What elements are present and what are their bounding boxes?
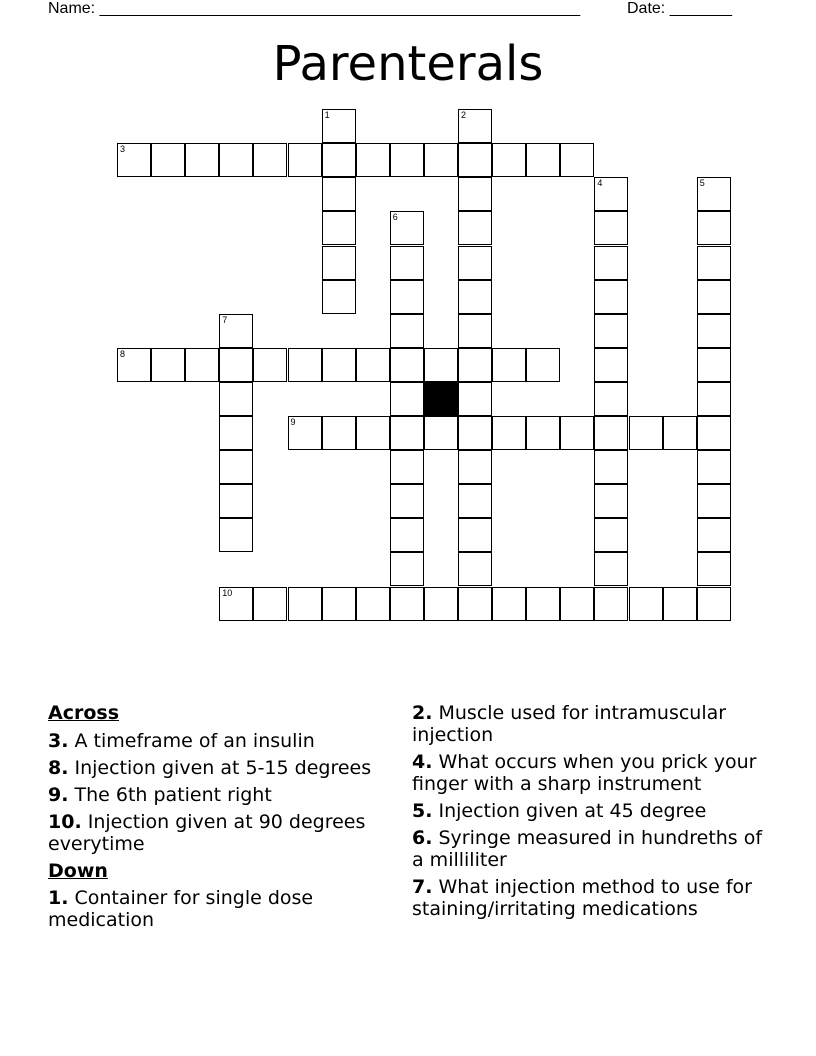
clue-number-label: 8 xyxy=(120,348,126,359)
grid-cell[interactable] xyxy=(424,416,458,450)
clue-text: Injection given at 90 degrees everytime xyxy=(48,811,366,855)
grid-cell[interactable] xyxy=(458,416,492,450)
grid-cell[interactable] xyxy=(663,416,697,450)
clue-number-label: 6 xyxy=(392,212,398,223)
grid-cell[interactable] xyxy=(697,211,731,245)
grid-cell[interactable] xyxy=(458,450,492,484)
grid-cell[interactable] xyxy=(390,552,424,586)
grid-cell[interactable] xyxy=(219,587,253,621)
clue-text: A timeframe of an insulin xyxy=(68,730,315,752)
grid-cell[interactable] xyxy=(322,348,356,382)
clue-across-3 xyxy=(48,730,393,752)
clue-text: Injection given at 5-15 degrees xyxy=(68,757,372,779)
grid-cell[interactable] xyxy=(526,348,560,382)
grid-cell[interactable] xyxy=(458,348,492,382)
grid-cell[interactable] xyxy=(594,382,628,416)
grid-cell[interactable] xyxy=(322,246,356,280)
grid-cell[interactable] xyxy=(697,382,731,416)
clue-text: Injection given at 45 degree xyxy=(432,800,707,822)
grid-cell[interactable] xyxy=(390,416,424,450)
clue-down-2 xyxy=(412,702,772,746)
grid-cell[interactable] xyxy=(424,348,458,382)
clue-number: 8. xyxy=(48,757,69,779)
clue-number: 7. xyxy=(412,876,433,898)
grid-cell[interactable] xyxy=(560,143,594,177)
grid-cell[interactable] xyxy=(390,382,424,416)
grid-cell[interactable] xyxy=(492,143,526,177)
clues-right-column xyxy=(412,702,772,925)
clue-number-label: 2 xyxy=(461,110,467,121)
grid-cell[interactable] xyxy=(322,280,356,314)
grid-cell[interactable] xyxy=(594,484,628,518)
grid-cell[interactable] xyxy=(322,587,356,621)
grid-cell[interactable] xyxy=(356,143,390,177)
clue-number: 10. xyxy=(48,811,82,833)
grid-cell[interactable] xyxy=(526,143,560,177)
grid-cell[interactable] xyxy=(322,109,356,143)
clue-text: What injection method to use for staining/irritating medications xyxy=(412,876,752,920)
clue-number-label: 7 xyxy=(222,314,228,325)
grid-cell[interactable] xyxy=(594,348,628,382)
grid-cell[interactable] xyxy=(390,246,424,280)
grid-cell[interactable] xyxy=(117,143,151,177)
grid-cell[interactable] xyxy=(356,348,390,382)
clue-across-10 xyxy=(48,811,393,855)
across-heading: Across xyxy=(48,702,120,724)
grid-cell[interactable] xyxy=(424,143,458,177)
black-square xyxy=(424,382,458,416)
grid-cell[interactable] xyxy=(322,211,356,245)
grid-cell[interactable] xyxy=(288,587,322,621)
grid-cell[interactable] xyxy=(629,416,663,450)
grid-cell[interactable] xyxy=(219,143,253,177)
grid-cell[interactable] xyxy=(117,348,151,382)
clue-across-9 xyxy=(48,784,393,806)
clue-number-label: 1 xyxy=(324,110,330,121)
grid-cell[interactable] xyxy=(322,416,356,450)
grid-cell[interactable] xyxy=(458,143,492,177)
clue-text: Muscle used for intramuscular injection xyxy=(412,702,727,746)
grid-cell[interactable] xyxy=(288,348,322,382)
name-field: Name: ______________________________________________________ xyxy=(48,0,581,17)
grid-cell[interactable] xyxy=(492,587,526,621)
grid-cell[interactable] xyxy=(356,587,390,621)
grid-cell[interactable] xyxy=(390,143,424,177)
grid-cell[interactable] xyxy=(697,416,731,450)
clue-across-8 xyxy=(48,757,393,779)
grid-cell[interactable] xyxy=(424,587,458,621)
grid-cell[interactable] xyxy=(594,314,628,348)
clue-text: Container for single dose medication xyxy=(48,887,314,931)
grid-cell[interactable] xyxy=(594,280,628,314)
down-heading: Down xyxy=(48,860,108,882)
grid-cell[interactable] xyxy=(458,484,492,518)
grid-cell[interactable] xyxy=(390,450,424,484)
grid-cell[interactable] xyxy=(458,382,492,416)
grid-cell[interactable] xyxy=(526,587,560,621)
clue-number: 4. xyxy=(412,751,433,773)
grid-cell[interactable] xyxy=(219,348,253,382)
clue-down-1 xyxy=(48,887,393,931)
grid-cell[interactable] xyxy=(594,587,628,621)
grid-cell[interactable] xyxy=(458,246,492,280)
grid-cell[interactable] xyxy=(356,416,390,450)
clue-text: The 6th patient right xyxy=(68,784,272,806)
grid-cell[interactable] xyxy=(151,348,185,382)
grid-cell[interactable] xyxy=(458,177,492,211)
grid-cell[interactable] xyxy=(288,416,322,450)
grid-cell[interactable] xyxy=(697,518,731,552)
grid-cell[interactable] xyxy=(697,314,731,348)
clue-number-label: 5 xyxy=(699,178,705,189)
grid-cell[interactable] xyxy=(151,143,185,177)
grid-cell[interactable] xyxy=(697,587,731,621)
grid-cell[interactable] xyxy=(697,246,731,280)
grid-cell[interactable] xyxy=(288,143,322,177)
grid-cell[interactable] xyxy=(390,348,424,382)
clue-number: 3. xyxy=(48,730,69,752)
clue-text: Syringe measured in hundreths of a milliliter xyxy=(412,827,763,871)
clue-down-7 xyxy=(412,876,772,920)
grid-cell[interactable] xyxy=(253,143,287,177)
grid-cell[interactable] xyxy=(697,177,731,211)
clue-number: 6. xyxy=(412,827,433,849)
grid-cell[interactable] xyxy=(697,348,731,382)
grid-cell[interactable] xyxy=(594,416,628,450)
grid-cell[interactable] xyxy=(458,211,492,245)
grid-cell[interactable] xyxy=(390,280,424,314)
grid-cell[interactable] xyxy=(458,518,492,552)
grid-cell[interactable] xyxy=(697,450,731,484)
grid-cell[interactable] xyxy=(219,484,253,518)
clue-number: 9. xyxy=(48,784,69,806)
grid-cell[interactable] xyxy=(219,450,253,484)
clue-down-4 xyxy=(412,751,772,795)
grid-cell[interactable] xyxy=(594,211,628,245)
clue-number-label: 9 xyxy=(290,417,296,427)
grid-cell[interactable] xyxy=(390,211,424,245)
grid-cell[interactable] xyxy=(594,518,628,552)
grid-cell[interactable] xyxy=(560,416,594,450)
clues-left-column xyxy=(48,702,393,936)
clue-number: 1. xyxy=(48,887,69,909)
grid-cell[interactable] xyxy=(629,587,663,621)
grid-cell[interactable] xyxy=(560,587,594,621)
clue-number-label: 4 xyxy=(597,178,603,189)
grid-cell[interactable] xyxy=(492,348,526,382)
grid-cell[interactable] xyxy=(253,587,287,621)
grid-cell[interactable] xyxy=(697,552,731,586)
grid-cell[interactable] xyxy=(697,280,731,314)
grid-cell[interactable] xyxy=(594,552,628,586)
grid-cell[interactable] xyxy=(458,109,492,143)
grid-cell[interactable] xyxy=(390,314,424,348)
grid-cell[interactable] xyxy=(390,587,424,621)
clue-number: 5. xyxy=(412,800,433,822)
grid-cell[interactable] xyxy=(458,314,492,348)
grid-cell[interactable] xyxy=(253,348,287,382)
clue-number: 2. xyxy=(412,702,433,724)
grid-cell[interactable] xyxy=(219,382,253,416)
grid-cell[interactable] xyxy=(322,143,356,177)
grid-cell[interactable] xyxy=(663,587,697,621)
grid-cell[interactable] xyxy=(492,416,526,450)
grid-cell[interactable] xyxy=(458,552,492,586)
date-field: Date: _______ xyxy=(627,0,732,17)
grid-cell[interactable] xyxy=(185,143,219,177)
grid-cell[interactable] xyxy=(219,518,253,552)
grid-cell[interactable] xyxy=(594,246,628,280)
grid-cell[interactable] xyxy=(390,518,424,552)
grid-cell[interactable] xyxy=(219,416,253,450)
clue-text: What occurs when you prick your finger with a sharp instrument xyxy=(412,751,757,795)
grid-cell[interactable] xyxy=(594,450,628,484)
clue-number-label: 10 xyxy=(222,587,233,598)
grid-cell[interactable] xyxy=(526,416,560,450)
grid-cell[interactable] xyxy=(390,484,424,518)
grid-cell[interactable] xyxy=(185,348,219,382)
page-title: Parenterals xyxy=(272,36,544,92)
clue-number-label: 3 xyxy=(120,144,126,155)
grid-cell[interactable] xyxy=(697,484,731,518)
grid-cell[interactable] xyxy=(219,314,253,348)
grid-cell[interactable] xyxy=(594,177,628,211)
grid-cell[interactable] xyxy=(458,587,492,621)
grid-cell[interactable] xyxy=(322,177,356,211)
clue-down-5 xyxy=(412,800,772,822)
grid-cell[interactable] xyxy=(458,280,492,314)
clue-down-6 xyxy=(412,827,772,871)
